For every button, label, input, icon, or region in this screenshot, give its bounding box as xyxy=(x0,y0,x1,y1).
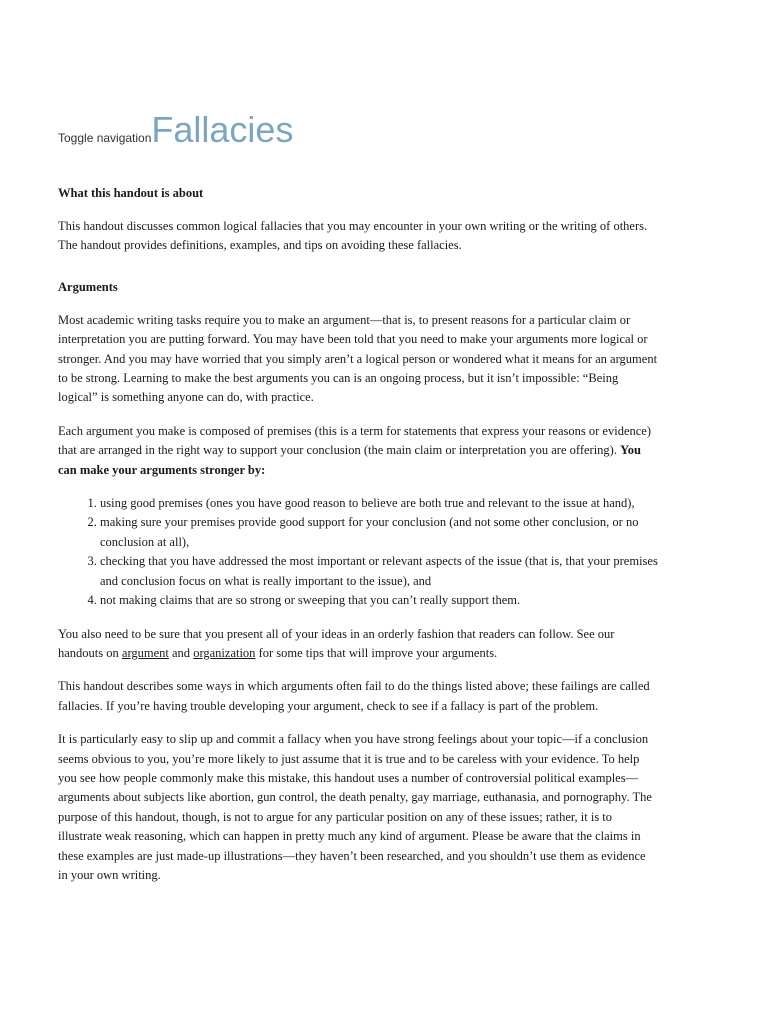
strength-list xyxy=(58,494,658,610)
section-heading-arguments: Arguments xyxy=(58,279,118,294)
page-title: Fallacies xyxy=(151,109,294,150)
intro-paragraph: This handout discusses common logical fallacies that you may encounter in your own writing or the writing of others. The handout provides definitions, examples, and tips on avoiding these fallacies. xyxy=(58,219,648,253)
arguments-paragraph-5: It is particularly easy to slip up and commit a fallacy when you have strong feelings about your topic—if a conclusion seems obvious to you, you’re more likely to just assume that it is true and to be careless with your evidence. To help you see how people commonly make this mistake, this handout uses a number of controversial political examples—arguments about subjects like abortion, gun control, the death penalty, gay marriage, euthanasia, and pornography. The purpose of this handout, though, is not to argue for any particular position on any of these issues; rather, it is to illustrate weak reasoning, which can happen in pretty much any kind of argument. Please be aware that the claims in these examples are just made-up illustrations—they haven’t been researched, and you shouldn’t use them as evidence in your own writing. xyxy=(58,732,652,882)
page-header xyxy=(58,109,658,162)
toggle-navigation-button[interactable]: Toggle navigation xyxy=(58,131,152,145)
arguments-paragraph-1: Most academic writing tasks require you to make an argument—that is, to present reasons for a particular claim or interpretation you are putting forward. You may have been told that you need to make your arguments more logical or stronger. And you may have worried that you simply aren’t a logical person or wondered what it means for an argument to be strong. Learning to make the best arguments you can is an ongoing process, but it isn’t impossible: “Being logical” is something anyone can do, with practice. xyxy=(58,312,658,405)
argument-handout-link[interactable]: argument xyxy=(121,645,169,660)
list-item: 1. using good premises (ones you have good reason to believe are both true and relevant to the issue at hand), xyxy=(100,494,658,513)
section-heading-about: What this handout is about xyxy=(58,186,204,200)
paragraph-text: for some tips that will improve your arguments. xyxy=(255,645,498,660)
arguments-paragraph-3 xyxy=(58,625,658,664)
list-item: 3. checking that you have addressed the most important or relevant aspects of the issue (that is, that your premises and conclusion focus on what is really important to the issue), and xyxy=(100,552,658,591)
arguments-paragraph-2 xyxy=(58,422,658,480)
bold-lead-in: You can make your arguments stronger by: xyxy=(58,443,641,477)
list-item: 4. not making claims that are so strong or sweeping that you can’t really support them. xyxy=(100,591,658,610)
list-item: 2. making sure your premises provide good support for your conclusion (and not some other conclusion, or no conclusion at all), xyxy=(100,513,658,552)
paragraph-text: You also need to be sure that you present all of your ideas in an orderly fashion that readers can follow. See our handouts on xyxy=(58,626,615,660)
paragraph-text: Each argument you make is composed of premises (this is a term for statements that express your reasons or evidence) that are arranged in the right way to support your conclusion (the main claim or interpretation you are offering). xyxy=(58,423,651,458)
organization-handout-link[interactable]: organization xyxy=(193,645,256,660)
handout-page xyxy=(58,109,658,899)
arguments-paragraph-4: This handout describes some ways in which arguments often fail to do the things listed above; these failings are called fallacies. If you’re having trouble developing your argument, check to see if a fallacy is part of the problem. xyxy=(58,679,650,713)
paragraph-text: and xyxy=(168,645,194,660)
